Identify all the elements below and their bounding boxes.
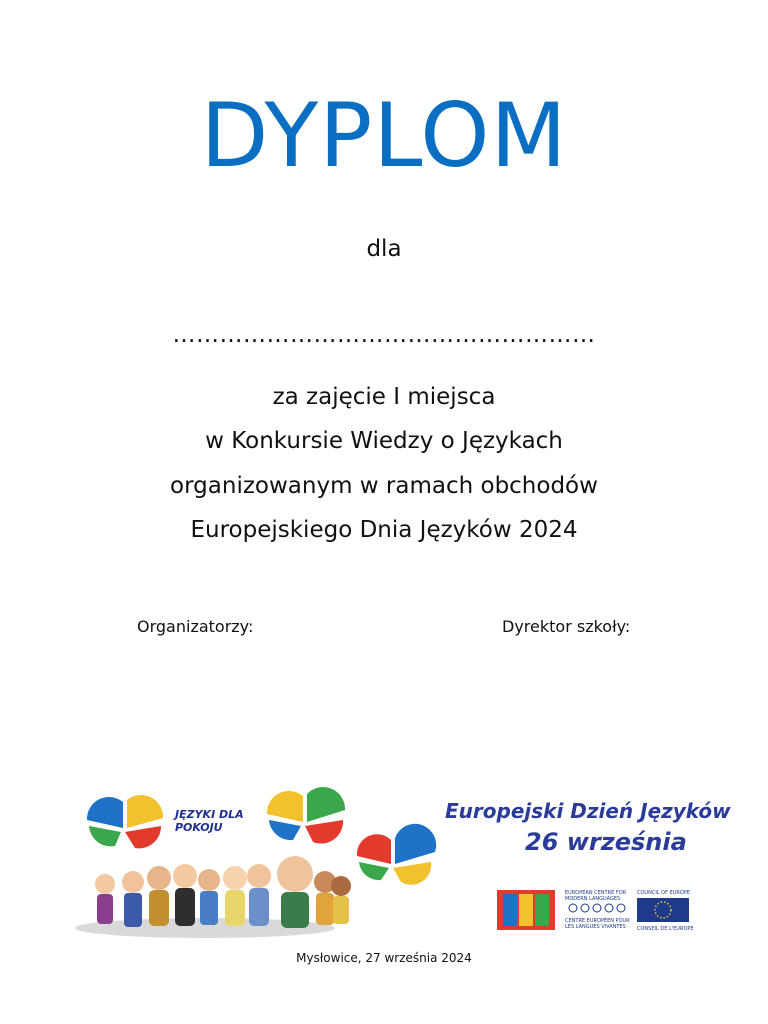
recipient-name-placeholder: ……………………………………………… (172, 322, 596, 348)
svg-text:EUROPEAN CENTRE FOR: EUROPEAN CENTRE FOR (565, 890, 627, 896)
award-line-2: w Konkursie Wiedzy o Językach (205, 428, 563, 454)
award-line-1: za zajęcie I miejsca (272, 384, 496, 410)
peace-text-2: POKOJU (175, 821, 223, 834)
event-banner (75, 780, 731, 940)
peace-text-1: JĘZYKI DLA (175, 808, 244, 821)
event-title: Europejski Dzień Języków (445, 799, 731, 823)
award-line-4: Europejskiego Dnia Języków 2024 (190, 517, 578, 543)
event-date: 26 września (525, 828, 687, 856)
award-line-3: organizowanym w ramach obchodów (170, 473, 598, 499)
organizers-label: Organizatorzy: (137, 617, 254, 636)
svg-text:MODERN LANGUAGES: MODERN LANGUAGES (565, 896, 621, 902)
svg-text:CENTRE EUROPÉEN POUR: CENTRE EUROPÉEN POUR (565, 918, 630, 924)
director-label: Dyrektor szkoły: (502, 617, 631, 636)
svg-text:COUNCIL OF EUROPE: COUNCIL OF EUROPE (637, 890, 690, 896)
svg-text:LES LANGUES VIVANTES: LES LANGUES VIVANTES (565, 924, 626, 930)
svg-text:CONSEIL DE L'EUROPE: CONSEIL DE L'EUROPE (637, 926, 694, 932)
diploma-title: DYPLOM (200, 84, 568, 187)
edl-logo-icon (497, 890, 555, 930)
for-word: dla (366, 236, 402, 262)
place-and-date: Mysłowice, 27 września 2024 (296, 951, 472, 965)
